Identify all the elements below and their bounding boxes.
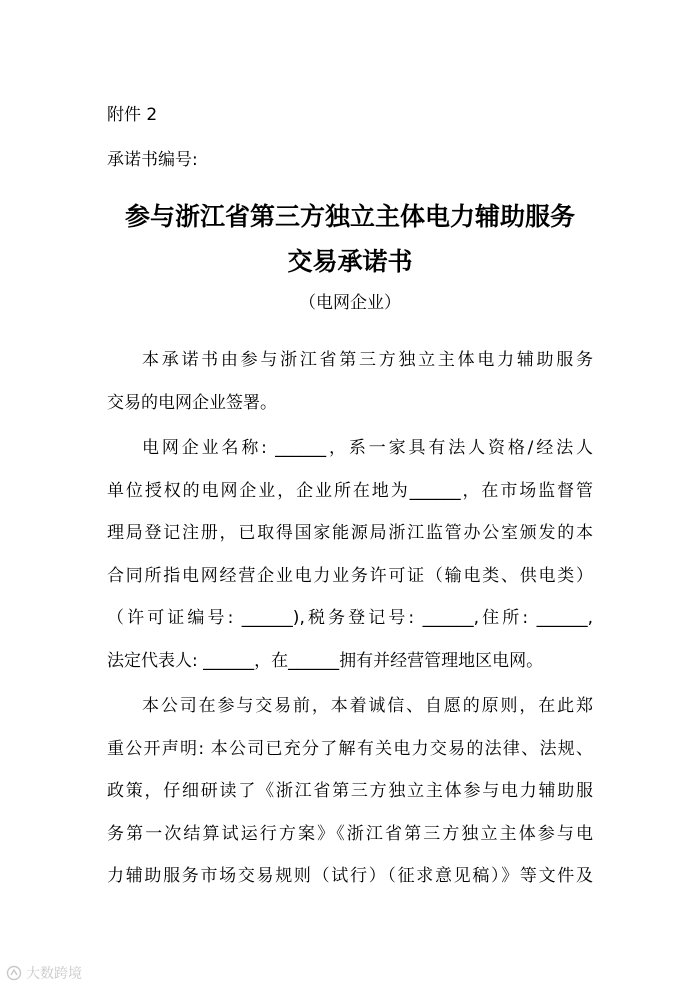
paragraph-line: 电网企业名称: ______，系一家具有法人资格/经法人: [142, 438, 593, 458]
paragraph-company-info: [107, 427, 593, 682]
watermark: [6, 963, 82, 983]
paragraph-line: 力辅助服务市场交易规则（试行）（征求意见稿）》等文件及: [107, 866, 593, 886]
paragraph-line: 理局登记注册，已取得国家能源局浙江监管办公室颁发的本: [107, 523, 593, 543]
paragraph-declaration: [107, 685, 593, 898]
paragraph-line: 本公司在参与交易前，本着诚信、自愿的原则，在此郑: [142, 696, 593, 716]
paragraph-line: （许可证编号: ______),税务登记号: ______,住所: ______,: [107, 608, 593, 628]
paragraph-line: 单位授权的电网企业，企业所在地为______，在市场监督管: [107, 480, 593, 501]
document-title-line-1: 参与浙江省第三方独立主体电力辅助服务: [124, 202, 575, 231]
commitment-number-label: 承诺书编号:: [107, 150, 198, 170]
paragraph-line: 合同所指电网经营企业电力业务许可证（输电类、供电类）: [107, 565, 593, 586]
paragraph-intro: [107, 339, 593, 424]
watermark-text: 大数跨境: [26, 966, 82, 982]
attachment-label: 附件 2: [107, 105, 158, 125]
paragraph-line: 务第一次结算试运行方案》《浙江省第三方独立主体参与电: [107, 823, 593, 844]
paragraph-line: 本承诺书由参与浙江省第三方独立主体电力辅助服务: [142, 350, 593, 370]
document-subtitle: （电网企业）: [299, 293, 401, 313]
paragraph-line: 政策，仔细研读了《浙江省第三方独立主体参与电力辅助服: [107, 781, 593, 801]
watermark-logo-icon: [6, 965, 22, 981]
paragraph-line: 交易的电网企业签署。: [107, 392, 277, 413]
paragraph-line: 法定代表人: ______，在______拥有并经营管理地区电网。: [107, 650, 544, 671]
paragraph-line: 重公开声明: 本公司已充分了解有关电力交易的法律、法规、: [107, 738, 593, 759]
document-title-line-2: 交易承诺书: [287, 247, 413, 276]
